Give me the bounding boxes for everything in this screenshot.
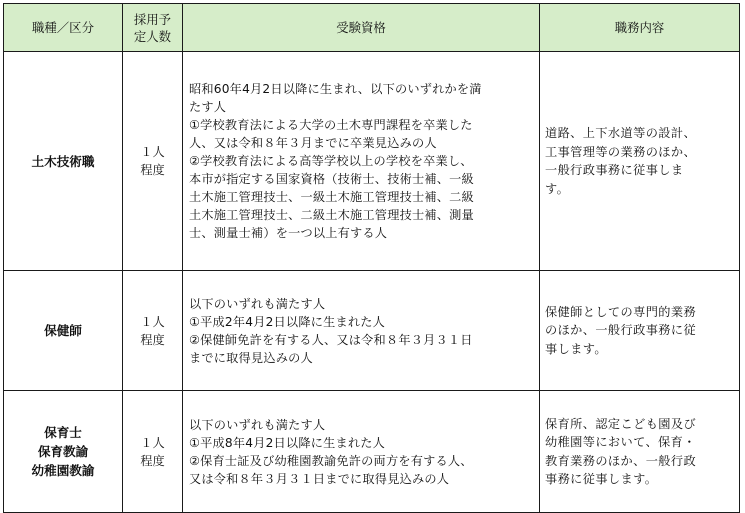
recruitment-table xyxy=(3,3,740,513)
qualification-line: 昭和60年4月2日以降に生まれ、以下のいずれかを満 xyxy=(189,82,482,96)
header-duties xyxy=(540,4,740,52)
qualification-line: ①平成8年4月2日以降に生まれた人 xyxy=(189,435,386,450)
hiring-count-cell xyxy=(123,52,183,271)
job-cell-civil-engineering xyxy=(4,52,123,271)
hiring-count-line: 程度 xyxy=(140,332,165,347)
qualification-cell xyxy=(183,391,540,513)
duty-line: 幼稚園等において、保育・ xyxy=(545,435,696,449)
qualification-line: 土木施工管理技士、一級土木施工管理技士補、二級 xyxy=(189,190,474,204)
duty-line: 保健師としての専門的業務 xyxy=(545,304,697,319)
qualification-line: ②保育士証及び幼稚園教諭免許の両方を有する人、 xyxy=(189,453,473,468)
table-row xyxy=(4,52,740,271)
table-row xyxy=(4,391,740,513)
qualification-line: ①平成2年4月2日以降に生まれた人 xyxy=(189,314,386,329)
hiring-count-line: 程度 xyxy=(140,163,165,177)
hiring-count-line: 程度 xyxy=(140,453,165,468)
job-cell-public-health-nurse xyxy=(4,271,123,391)
hiring-count-cell xyxy=(123,271,183,391)
job-name: 保健師 xyxy=(44,323,82,338)
header-job-category-label: 職種／区分 xyxy=(32,20,94,35)
header-hiring-count-line-1: 採用予 xyxy=(133,11,172,27)
qualification-line: 又は令和８年３月３１日までに取得見込みの人 xyxy=(189,471,450,486)
hiring-count-cell xyxy=(123,391,183,513)
duty-line: 道路、上下水道等の設計、 xyxy=(545,126,697,140)
job-name: 保育教諭 xyxy=(37,444,89,459)
hiring-count-line: １人 xyxy=(140,145,165,159)
qualification-line: 本市が指定する国家資格（技術士、技術士補、一級 xyxy=(189,172,474,186)
duty-line: 事務に従事します。 xyxy=(545,472,658,486)
job-name: 保育士 xyxy=(44,425,82,440)
table-row xyxy=(4,271,740,391)
job-name: 土木技術職 xyxy=(31,153,95,169)
header-duties-label: 職務内容 xyxy=(614,20,665,35)
duty-line: 教育業務のほか、一般行政 xyxy=(545,453,697,468)
qualification-line: たす人 xyxy=(189,100,227,114)
duty-line: 一般行政事務に従事しま xyxy=(545,163,684,177)
header-qualifications-label: 受験資格 xyxy=(336,20,386,35)
header-hiring-count xyxy=(123,4,183,52)
qualification-cell xyxy=(183,271,540,391)
header-qualifications xyxy=(183,4,540,52)
qualification-line: までに取得見込みの人 xyxy=(189,350,313,365)
duty-line: のほか、一般行政事務に従 xyxy=(545,323,697,338)
hiring-count-line: １人 xyxy=(140,314,165,329)
qualification-cell xyxy=(183,52,540,271)
header-job-category xyxy=(4,4,123,52)
recruitment-table-container xyxy=(3,3,740,513)
header-hiring-count-line-2: 定人数 xyxy=(133,28,172,44)
duty-line: 工事管理等の業務のほか、 xyxy=(545,144,697,159)
duty-line: 事します。 xyxy=(545,341,607,356)
qualification-line: ②学校教育法による高等学校以上の学校を卒業し、 xyxy=(189,154,473,168)
qualification-line: 以下のいずれも満たす人 xyxy=(189,296,326,311)
duty-cell xyxy=(540,391,740,513)
qualification-line: 以下のいずれも満たす人 xyxy=(189,417,326,432)
job-name: 幼稚園教諭 xyxy=(31,463,95,478)
job-cell-childcare xyxy=(4,391,123,513)
qualification-line: 人、又は令和８年３月までに卒業見込みの人 xyxy=(189,136,437,150)
duty-line: す。 xyxy=(545,181,570,196)
duty-line: 保育所、認定こども園及び xyxy=(545,416,697,431)
qualification-line: ②保健師免許を有する人、又は令和８年３月３１日 xyxy=(189,332,473,347)
qualification-line: ①学校教育法による大学の土木専門課程を卒業した xyxy=(189,118,473,132)
duty-cell xyxy=(540,52,740,271)
hiring-count-line: １人 xyxy=(140,435,165,450)
duty-cell xyxy=(540,271,740,391)
table-header-row xyxy=(4,4,740,52)
qualification-line: 土木施工管理技士、二級土木施工管理技士補、測量 xyxy=(189,208,474,222)
qualification-line: 士、測量士補）を一つ以上有する人 xyxy=(189,226,388,240)
